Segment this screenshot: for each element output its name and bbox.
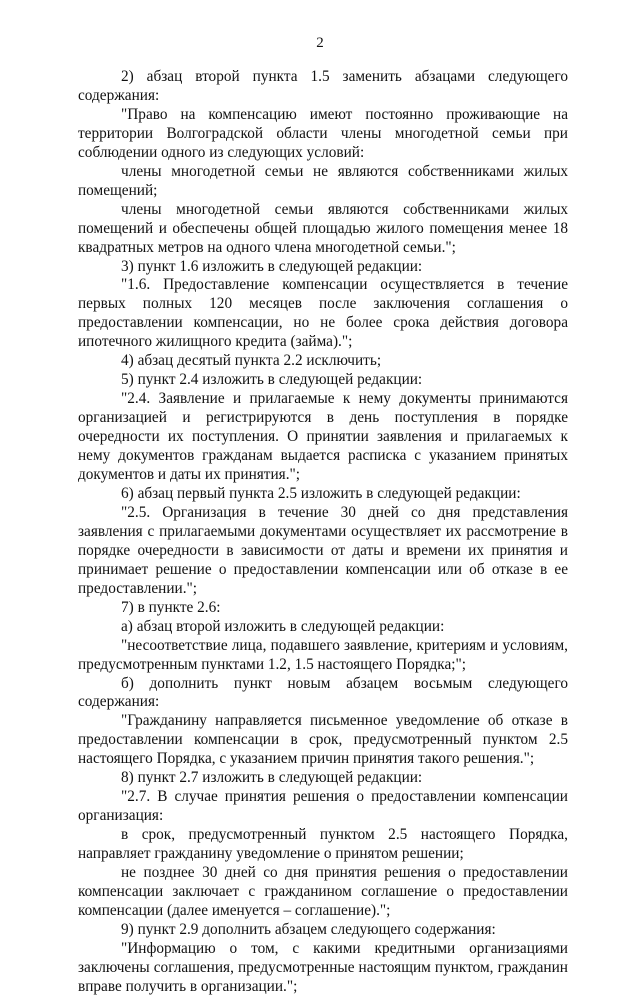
paragraph: "Право на компенсацию имеют постоянно проживающие на территории Волгоградской области члены многодетной семьи при соблюдении одного из следующих условий: <box>78 105 568 161</box>
paragraph: "2.4. Заявление и прилагаемые к нему документы принимаются организацией и регистрируются в день поступления в порядке очередности их поступления. О принятии заявления и прилагаемых к нему документов гражданам выдается расписка с указанием принятых документов и даты их принятия."; <box>78 390 568 484</box>
paragraph: 3) пункт 1.6 изложить в следующей редакции: <box>121 257 423 275</box>
paragraph: 4) абзац десятый пункта 2.2 исключить; <box>121 352 382 370</box>
paragraph: 2) абзац второй пункта 1.5 заменить абзацами следующего содержания: <box>78 68 568 104</box>
paragraph: в срок, предусмотренный пунктом 2.5 настоящего Порядка, направляет гражданину уведомление о принятом решении; <box>78 826 568 863</box>
paragraph: "Информацию о том, с какими кредитными организациями заключены соглашения, предусмотренные настоящим пунктом, гражданин вправе получить в организации."; <box>78 939 568 995</box>
paragraph: а) абзац второй изложить в следующей редакции: <box>121 617 445 635</box>
paragraph: члены многодетной семьи не являются собственниками жилых помещений; <box>78 162 568 199</box>
document-body <box>78 68 568 997</box>
paragraph: "несоответствие лица, подавшего заявление, критериям и условиям, предусмотренным пунктами 1.2, 1.5 настоящего Порядка;"; <box>78 636 568 673</box>
paragraph: 7) в пункте 2.6: <box>121 598 221 616</box>
paragraph: не позднее 30 дней со дня принятия решения о предоставлении компенсации заключает с гражданином соглашение о предоставлении компенсации (далее именуется – соглашение)."; <box>78 864 568 919</box>
page-number: 2 <box>316 35 324 51</box>
paragraph: 6) абзац первый пункта 2.5 изложить в следующей редакции: <box>121 484 521 502</box>
paragraph: 9) пункт 2.9 дополнить абзацем следующего содержания: <box>121 920 496 938</box>
paragraph: 5) пункт 2.4 изложить в следующей редакции: <box>121 371 423 389</box>
paragraph: "Гражданину направляется письменное уведомление об отказе в предоставлении компенсации в срок, предусмотренный пунктом 2.5 настоящего Порядка, с указанием причин принятия такого решения."; <box>78 712 568 768</box>
paragraph: "2.5. Организация в течение 30 дней со дня представления заявления с прилагаемыми документами осуществляет их рассмотрение в порядке очередности в зависимости от даты и времени их принятия и принимает решение о предоставлении компенсации или об отказе в ее предоставлении."; <box>78 503 568 597</box>
paragraph: члены многодетной семьи являются собственниками жилых помещений и обеспечены общей площадью жилого помещения менее 18 квадратных метров на одного члена многодетной семьи."; <box>78 200 568 256</box>
paragraph: "2.7. В случае принятия решения о предоставлении компенсации организация: <box>78 788 568 825</box>
paragraph: "1.6. Предоставление компенсации осуществляется в течение первых полных 120 месяцев после заключения соглашения о предоставлении компенсации, но не более срока действия договора ипотечного жилищного кредита (займа)."; <box>78 276 568 351</box>
paragraph: 8) пункт 2.7 изложить в следующей редакции: <box>121 769 423 787</box>
paragraph: б) дополнить пункт новым абзацем восьмым следующего содержания: <box>78 674 568 711</box>
